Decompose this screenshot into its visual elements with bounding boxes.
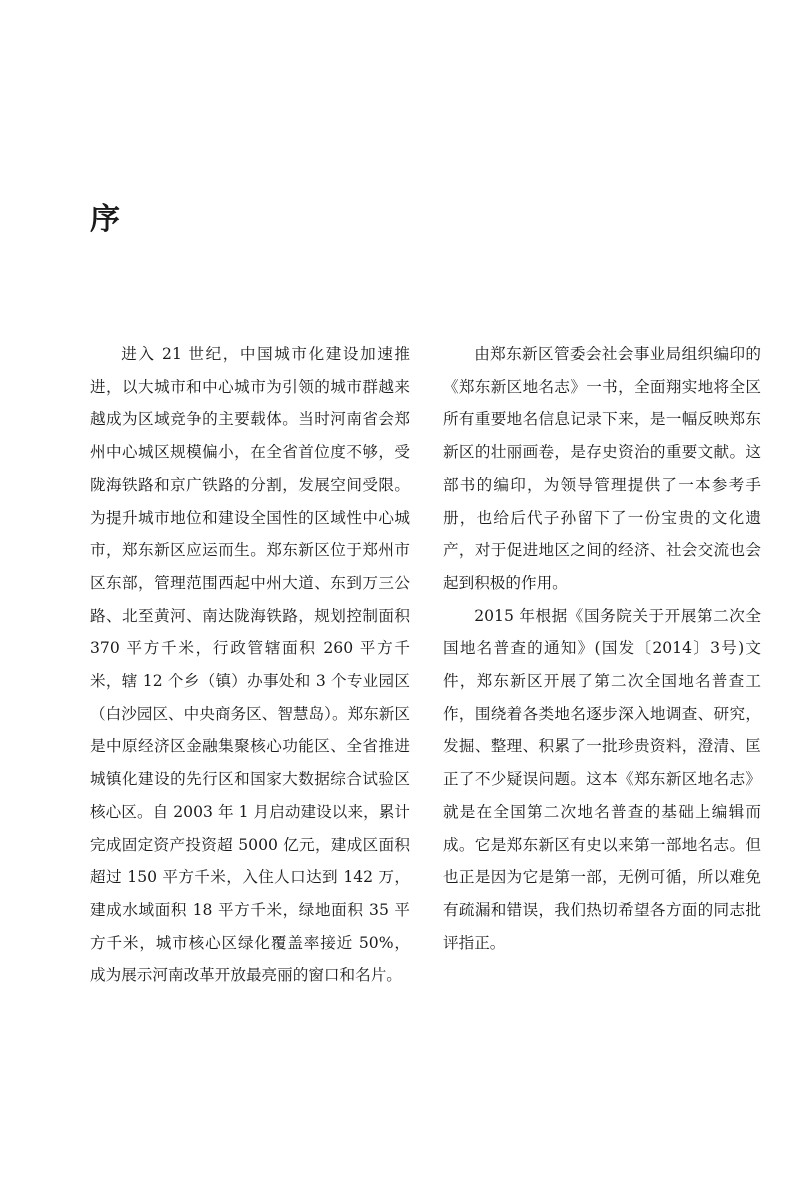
paragraph: 由郑东新区管委会社会事业局组织编印的《郑东新区地名志》一书，全面翔实地将全区所有重要地名信息记录下来，是一幅反映郑东新区的壮丽画卷，是存史资治的重要文献。这部书的编印，为领导管理提供了一本参考手册，也给后代子孙留下了一份宝贵的文化遗产，对于促进地区之间的经济、社会交流也会起到积极的作用。: [443, 345, 761, 592]
paragraph: 进入 21 世纪，中国城市化建设加速推进，以大城市和中心城市为引领的城市群越来越成为区域竞争的主要载体。当时河南省会郑州中心城区规模偏小，在全省首位度不够，受陇海铁路和京广铁路的分割，发展空间受限。为提升城市地位和建设全国性的区域性中心城市，郑东新区应运而生。郑东新区位于郑州市区东部，管理范围西起中州大道、东到万三公路、北至黄河、南达陇海铁路，规划控制面积 370 平方千米，行政管辖面积 260 平方千米，辖 12 个乡（镇）办事处和 3 个专业园区（白沙园区、中央商务区、智慧岛）。郑东新区是中原经济区金融集聚核心功能区、全省推进城镇化建设的先行区和国家大数据综合试验区核心区。自 2003 年 1 月启动建设以来，累计完成固定资产投资超 5000 亿元，建成区面积超过 150 平方千米，入住人口达到 142 万，建成水域面积 18 平方千米，绿地面积 35 平方千米，城市核心区绿化覆盖率接近 50%，成为展示河南改革开放最亮丽的窗口和名片。: [90, 345, 410, 985]
text-column-left: [90, 338, 410, 992]
page-title: 序: [90, 202, 120, 237]
text-column-right: [443, 338, 761, 959]
paragraph: 2015 年根据《国务院关于开展第二次全国地名普查的通知》(国发〔2014〕3号)文件，郑东新区开展了第二次全国地名普查工作，围绕着各类地名逐步深入地调查、研究，发掘、整理、积累了一批珍贵资料，澄清、匡正了不少疑误问题。这本《郑东新区地名志》就是在全国第二次地名普查的基础上编辑而成。它是郑东新区有史以来第一部地名志。但也正是因为它是第一部，无例可循，所以难免有疏漏和错误，我们热切希望各方面的同志批评指正。: [443, 606, 761, 952]
